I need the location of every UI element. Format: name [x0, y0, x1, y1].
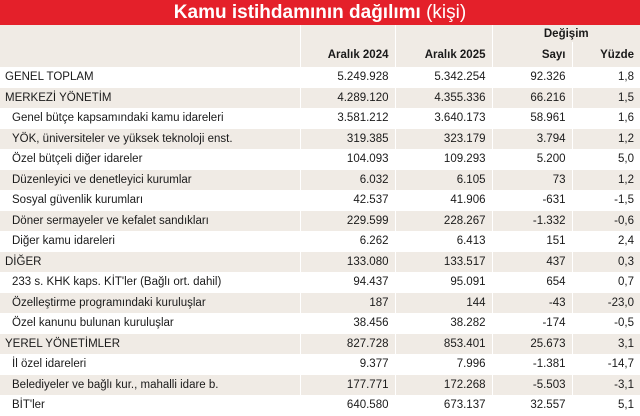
cell-2025: 5.342.254 — [395, 67, 492, 88]
cell-2025: 673.137 — [395, 395, 492, 416]
row-label: YEREL YÖNETİMLER — [0, 334, 300, 355]
cell-2025: 4.355.336 — [395, 88, 492, 109]
cell-pct: 1,2 — [572, 129, 640, 150]
table-row — [0, 129, 640, 150]
cell-diff: 25.673 — [492, 334, 572, 355]
cell-2024: 94.437 — [300, 272, 395, 293]
cell-2024: 827.728 — [300, 334, 395, 355]
cell-pct: 1,6 — [572, 108, 640, 129]
cell-2025: 172.268 — [395, 375, 492, 396]
cell-diff: -174 — [492, 313, 572, 334]
row-label: MERKEZİ YÖNETİM — [0, 88, 300, 109]
cell-2024: 133.080 — [300, 252, 395, 273]
header-count: Sayı — [492, 42, 572, 67]
table-row — [0, 108, 640, 129]
cell-pct: 1,5 — [572, 88, 640, 109]
header-row — [0, 42, 640, 67]
cell-pct: -1,5 — [572, 190, 640, 211]
cell-2025: 6.413 — [395, 231, 492, 252]
cell-diff: 654 — [492, 272, 572, 293]
cell-diff: -43 — [492, 293, 572, 314]
cell-2024: 104.093 — [300, 149, 395, 170]
cell-pct: 0,3 — [572, 252, 640, 273]
cell-2024: 4.289.120 — [300, 88, 395, 109]
cell-2024: 5.249.928 — [300, 67, 395, 88]
table-row — [0, 334, 640, 355]
cell-pct: 5,1 — [572, 395, 640, 416]
cell-pct: -23,0 — [572, 293, 640, 314]
cell-2025: 95.091 — [395, 272, 492, 293]
cell-diff: 66.216 — [492, 88, 572, 109]
row-label: Genel bütçe kapsamındaki kamu idareleri — [0, 108, 300, 129]
cell-diff: 5.200 — [492, 149, 572, 170]
header-blank — [300, 25, 395, 42]
cell-pct: -0,5 — [572, 313, 640, 334]
employment-table — [0, 25, 640, 416]
cell-2025: 3.640.173 — [395, 108, 492, 129]
header-2025: Aralık 2025 — [395, 42, 492, 67]
row-label: Düzenleyici ve denetleyici kurumlar — [0, 170, 300, 191]
row-label: Belediyeler ve bağlı kur., mahalli idare b. — [0, 375, 300, 396]
title-main: Kamu istihdamının dağılımı — [173, 2, 421, 23]
table-row — [0, 313, 640, 334]
cell-pct: -14,7 — [572, 354, 640, 375]
header-change: Değişim — [492, 25, 640, 42]
header-percent: Yüzde — [572, 42, 640, 67]
table-row — [0, 149, 640, 170]
cell-2025: 133.517 — [395, 252, 492, 273]
cell-2024: 9.377 — [300, 354, 395, 375]
row-label: BİT'ler — [0, 395, 300, 416]
table-row — [0, 272, 640, 293]
cell-diff: 437 — [492, 252, 572, 273]
row-label: YÖK, üniversiteler ve yüksek teknoloji enst. — [0, 129, 300, 150]
cell-2024: 6.032 — [300, 170, 395, 191]
cell-2025: 41.906 — [395, 190, 492, 211]
row-label: Diğer kamu idareleri — [0, 231, 300, 252]
row-label: İl özel idareleri — [0, 354, 300, 375]
cell-2024: 3.581.212 — [300, 108, 395, 129]
cell-diff: 92.326 — [492, 67, 572, 88]
row-label: Döner sermayeler ve kefalet sandıkları — [0, 211, 300, 232]
cell-2025: 7.996 — [395, 354, 492, 375]
cell-2024: 229.599 — [300, 211, 395, 232]
table-row — [0, 88, 640, 109]
header-blank — [0, 25, 300, 42]
row-label: Özelleştirme programındaki kuruluşlar — [0, 293, 300, 314]
cell-2025: 144 — [395, 293, 492, 314]
cell-diff: 58.961 — [492, 108, 572, 129]
table-row — [0, 170, 640, 191]
cell-pct: 5,0 — [572, 149, 640, 170]
cell-pct: 1,8 — [572, 67, 640, 88]
cell-diff: 73 — [492, 170, 572, 191]
row-label: Sosyal güvenlik kurumları — [0, 190, 300, 211]
table-row — [0, 354, 640, 375]
cell-diff: 32.557 — [492, 395, 572, 416]
cell-2024: 38.456 — [300, 313, 395, 334]
cell-2024: 187 — [300, 293, 395, 314]
cell-diff: 151 — [492, 231, 572, 252]
row-label: Özel bütçeli diğer idareler — [0, 149, 300, 170]
header-label — [0, 42, 300, 67]
cell-2025: 38.282 — [395, 313, 492, 334]
cell-2025: 109.293 — [395, 149, 492, 170]
table-row — [0, 190, 640, 211]
cell-diff: -5.503 — [492, 375, 572, 396]
table-row — [0, 395, 640, 416]
row-label: 233 s. KHK kaps. KİT'ler (Bağlı ort. dahil) — [0, 272, 300, 293]
table-row — [0, 293, 640, 314]
cell-pct: -3,1 — [572, 375, 640, 396]
cell-diff: -631 — [492, 190, 572, 211]
row-label: Özel kanunu bulunan kuruluşlar — [0, 313, 300, 334]
cell-pct: 0,7 — [572, 272, 640, 293]
table-row — [0, 67, 640, 88]
cell-2025: 323.179 — [395, 129, 492, 150]
cell-2024: 42.537 — [300, 190, 395, 211]
cell-2025: 853.401 — [395, 334, 492, 355]
table-row — [0, 252, 640, 273]
header-blank — [395, 25, 492, 42]
table-row — [0, 231, 640, 252]
cell-diff: 3.794 — [492, 129, 572, 150]
cell-2024: 177.771 — [300, 375, 395, 396]
table-row — [0, 211, 640, 232]
cell-2024: 640.580 — [300, 395, 395, 416]
row-label: DİĞER — [0, 252, 300, 273]
cell-diff: -1.332 — [492, 211, 572, 232]
header-2024: Aralık 2024 — [300, 42, 395, 67]
cell-diff: -1.381 — [492, 354, 572, 375]
cell-2025: 6.105 — [395, 170, 492, 191]
title-unit: (kişi) — [426, 2, 467, 23]
cell-2025: 228.267 — [395, 211, 492, 232]
cell-pct: 2,4 — [572, 231, 640, 252]
header-row-top — [0, 25, 640, 42]
cell-pct: 3,1 — [572, 334, 640, 355]
table-row — [0, 375, 640, 396]
row-label: GENEL TOPLAM — [0, 67, 300, 88]
cell-pct: -0,6 — [572, 211, 640, 232]
cell-pct: 1,2 — [572, 170, 640, 191]
cell-2024: 6.262 — [300, 231, 395, 252]
cell-2024: 319.385 — [300, 129, 395, 150]
table-title — [0, 0, 640, 25]
